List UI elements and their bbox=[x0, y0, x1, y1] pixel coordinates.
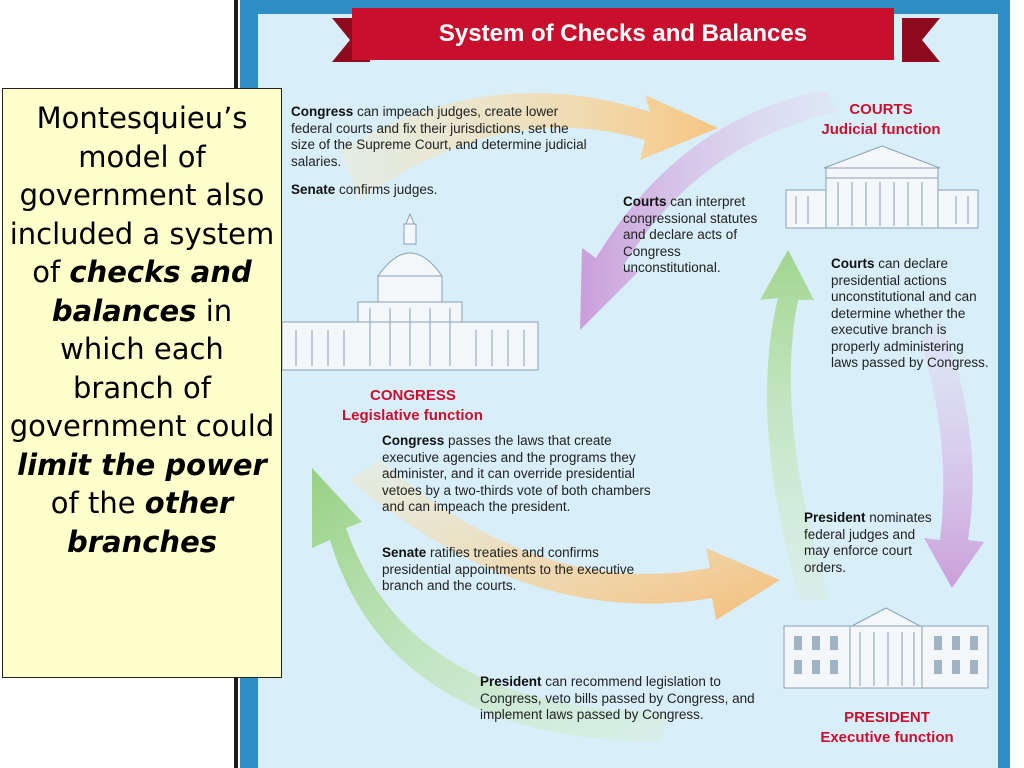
senate-checks-courts-text: Senate confirms judges. bbox=[291, 182, 438, 197]
president-label: PRESIDENT Executive function bbox=[820, 709, 954, 746]
white-house-building-icon bbox=[784, 608, 988, 688]
senate-checks-president-text: Senate ratifies treaties and confirms presidential appointments to the executive branch and the courts. bbox=[382, 545, 635, 593]
courts-checks-president-text: Courts can declare presidential actions unconstitutional and can determine whether the executive branch is properly administering laws passed by Congress. bbox=[831, 256, 989, 370]
courts-label: COURTS Judicial function bbox=[821, 101, 941, 138]
poster-title: System of Checks and Balances bbox=[438, 20, 808, 47]
courts-checks-congress-text: Courts can interpret congressional statutes and declare acts of Congress unconstitutional. bbox=[623, 194, 758, 275]
montesquieu-callout: Montesquieu’s model of government also included a system of checks and balances in which each branch of government could limit the power of the other branches bbox=[2, 88, 282, 678]
capitol-building-icon bbox=[282, 214, 538, 370]
congress-checks-president-text: Congress passes the laws that create executive agencies and the programs they administer, and it can override presidential vetoes by a two-thirds vote of both chambers and can impeach the president. bbox=[382, 433, 651, 514]
president-checks-courts-text: President nominates federal judges and may enforce court orders. bbox=[804, 510, 932, 575]
supreme-court-building-icon bbox=[786, 146, 978, 228]
president-checks-congress-text: President can recommend legislation to Congress, veto bills passed by Congress, and implement laws passed by Congress. bbox=[480, 674, 755, 722]
congress-label: CONGRESS Legislative function bbox=[342, 387, 483, 424]
congress-checks-courts-text: Congress can impeach judges, create lower federal courts and fix their jurisdictions, set the size of the Supreme Court, and determine judicial salaries. bbox=[291, 104, 587, 169]
